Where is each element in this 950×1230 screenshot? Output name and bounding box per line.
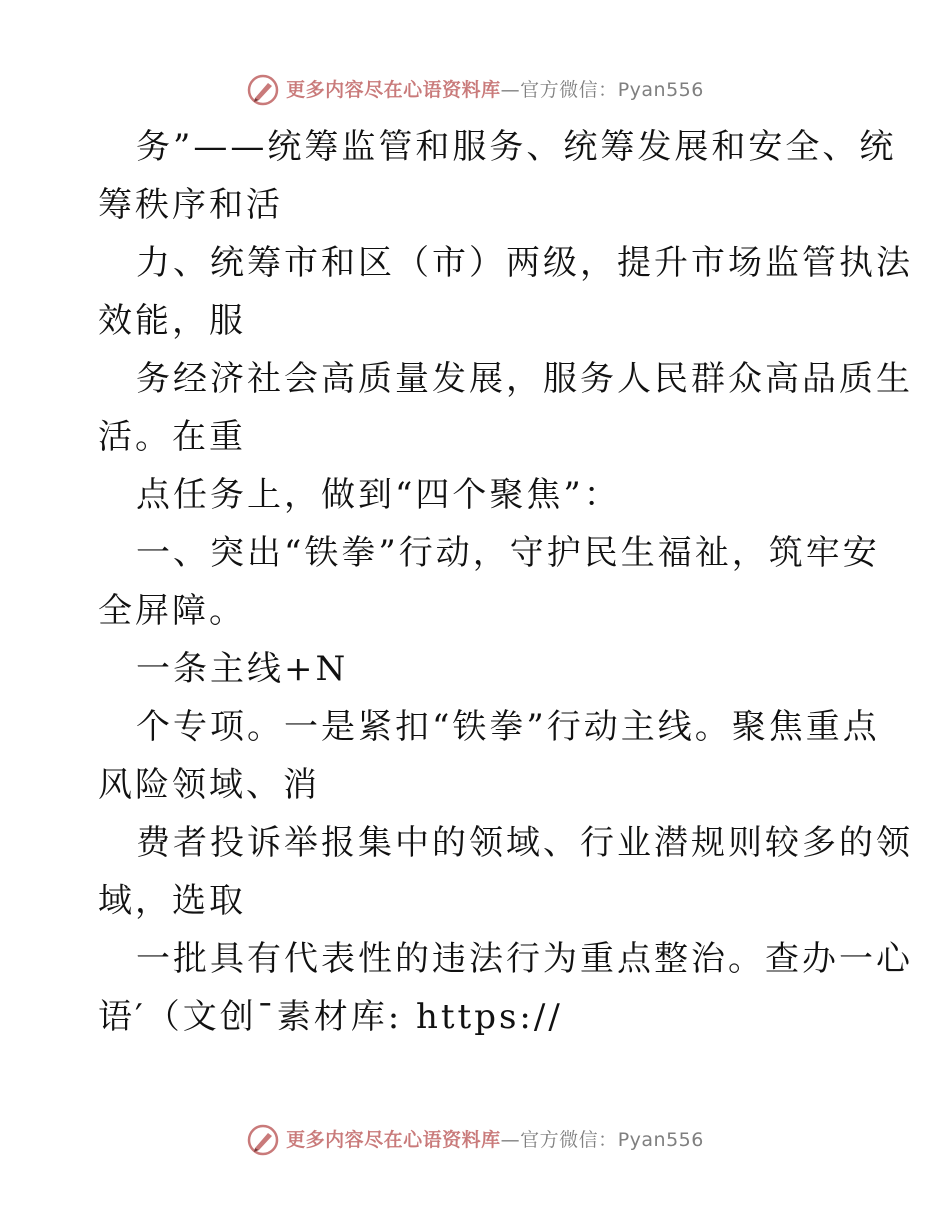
document-body: [98, 118, 913, 1046]
text-line: 力、统筹市和区（市）两级，提升市场监管执法: [136, 243, 913, 283]
watermark-dash: —: [500, 1129, 521, 1151]
text-line: 筹秩序和活: [98, 185, 283, 225]
text-line: 个专项。一是紧扣“铁拳”行动主线。聚焦重点: [136, 707, 880, 747]
text-line: 活。在重: [98, 417, 246, 457]
watermark-dash: —: [500, 79, 521, 101]
text-line: 域，选取: [98, 881, 246, 921]
text-line: 全屏障。: [98, 591, 246, 631]
text-line: 语′（文创¯素材库: https://: [98, 997, 563, 1037]
watermark-wechat-id: Pyan556: [617, 79, 704, 101]
watermark-wechat-label: 官方微信：: [520, 79, 618, 101]
text-line: 点任务上，做到“四个聚焦”：: [136, 475, 621, 515]
header-watermark: [0, 70, 950, 110]
watermark-wechat-label: 官方微信：: [520, 1129, 618, 1151]
footer-watermark: [0, 1120, 950, 1160]
text-line: 务”——统筹监管和服务、统筹发展和安全、统: [136, 127, 897, 167]
text-line: 风险领域、消: [98, 765, 320, 805]
text-line: 一批具有代表性的违法行为重点整治。查办一心: [136, 939, 913, 979]
pen-circle-icon: [246, 73, 280, 107]
watermark-site-text: 更多内容尽在心语资料库: [286, 79, 501, 101]
text-line: 费者投诉举报集中的领域、行业潜规则较多的领: [136, 823, 913, 863]
pen-circle-icon: [246, 1123, 280, 1157]
text-line: 效能，服: [98, 301, 246, 341]
text-line: 一条主线+N: [136, 649, 349, 689]
watermark-wechat-id: Pyan556: [617, 1129, 704, 1151]
text-line: 一、突出“铁拳”行动，守护民生福祉，筑牢安: [136, 533, 880, 573]
watermark-site-text: 更多内容尽在心语资料库: [286, 1129, 501, 1151]
text-line: 务经济社会高质量发展，服务人民群众高品质生: [136, 359, 913, 399]
